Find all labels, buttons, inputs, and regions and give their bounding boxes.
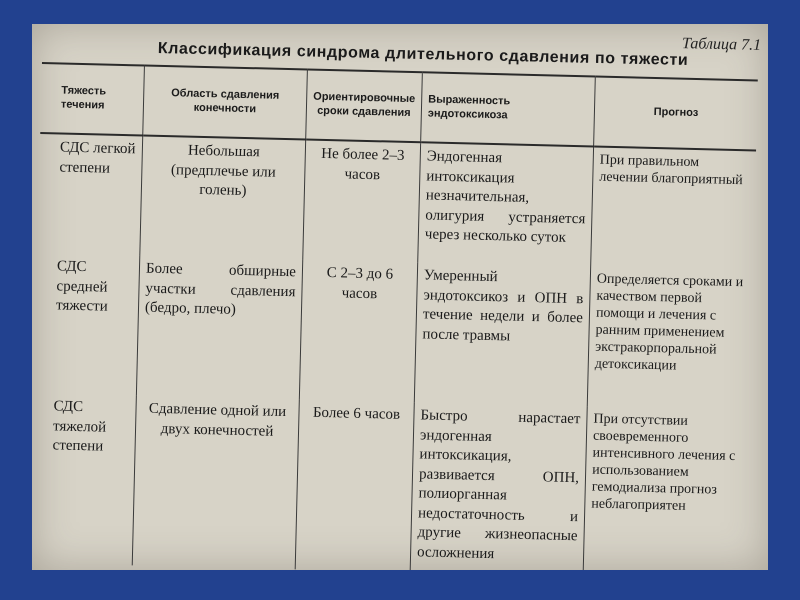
header-duration: Ориентировочные сроки сдавления	[306, 69, 423, 142]
cell-area: Сдавление одной или двух конечностей	[132, 395, 299, 569]
table-container	[32, 62, 758, 570]
table-number: Таблица 7.1	[681, 35, 762, 54]
header-area: Область сдавления конечности	[143, 66, 308, 140]
header-prognosis: Прогноз	[594, 77, 758, 151]
cell-duration: Не более 2–3 часов	[303, 139, 421, 262]
header-severity: Тяжесть течения	[40, 63, 144, 135]
table-title: Классификация синдрома длительного сдавления по тяжести	[157, 40, 689, 70]
table-row	[37, 133, 756, 270]
classification-table	[32, 62, 758, 570]
cell-prognosis: При отсутствии своевременного интенсивного лечения с использованием гемодиализа прогноз неблагоприятен	[591, 411, 736, 515]
table-row	[32, 393, 750, 570]
cell-endotoxicosis: Эндогенная интоксикация незначительная, олигурия устраняется через несколько суток	[418, 142, 594, 266]
cell-severity: СДС тяжелой степени	[32, 393, 136, 565]
cell-duration: Более 6 часов	[295, 399, 414, 570]
cell-prognosis: Определяется сроками и качеством первой помощи и лечения с ранним применением экстракорпоральной детоксикации	[594, 271, 744, 374]
table-row	[34, 253, 753, 410]
cell-severity: СДС средней тяжести	[34, 253, 140, 395]
cell-severity: СДС легкой степени	[37, 133, 142, 255]
cell-endotoxicosis: Быстро нарастает эндогенная интоксикация, развивается ОПН, полиорганная недостаточность и другие жизнеопасные осложнения	[410, 402, 587, 570]
cell-duration: С 2–3 до 6 часов	[299, 259, 417, 402]
cell-endotoxicosis: Умеренный эндотоксикоз и ОПН в течение недели и более после травмы	[414, 262, 590, 406]
cell-area: Более обширные участки сдавления (бедро, плечо)	[136, 255, 302, 399]
cell-area: Небольшая (предплечье или голень)	[140, 135, 306, 259]
cell-prognosis: При правильном лечении благоприятный	[599, 152, 743, 189]
book-page	[32, 24, 768, 570]
header-endotoxicosis: Выраженность эндотоксикоза	[421, 72, 596, 146]
